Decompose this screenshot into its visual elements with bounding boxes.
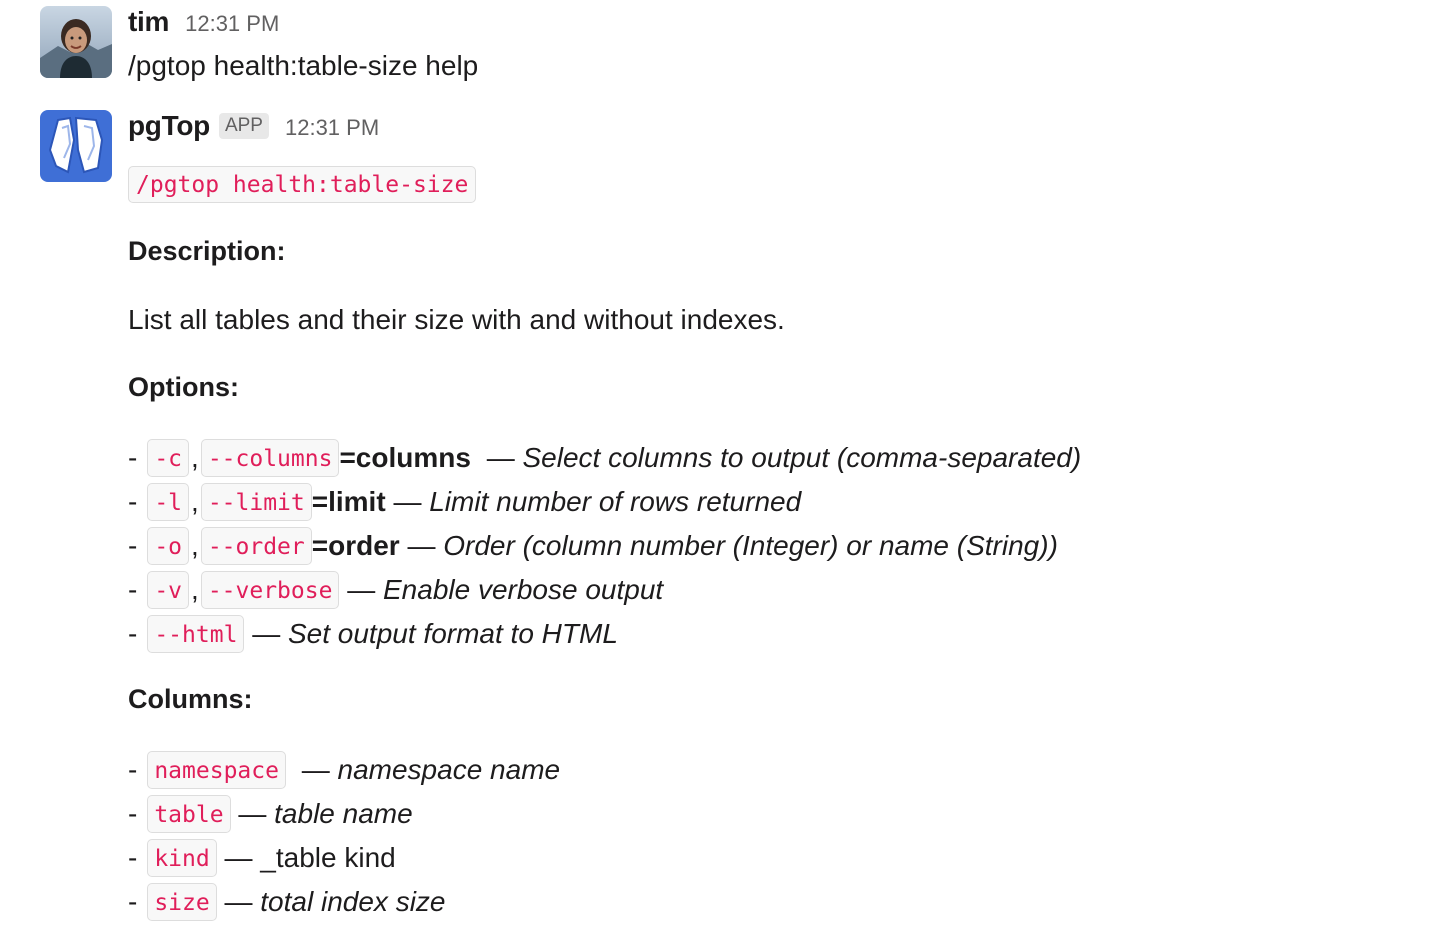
columns-title: Columns: [128, 684, 253, 714]
column-row-table: - table — table name [128, 794, 413, 834]
sender-name[interactable]: tim [128, 6, 170, 37]
column-name: table [147, 795, 230, 833]
user-avatar[interactable] [40, 6, 112, 78]
message-timestamp[interactable]: 12:31 PM [185, 11, 280, 36]
message-text: /pgtop health:table-size help [128, 50, 479, 81]
option-row-verbose: - -v , --verbose — Enable verbose output [128, 570, 663, 610]
description-title: Description: [128, 236, 286, 266]
option-desc: Set output format to HTML [287, 618, 618, 649]
option-arg: =columns [339, 442, 471, 473]
option-long: --columns [201, 439, 340, 477]
option-long: --limit [201, 483, 312, 521]
column-row-namespace: - namespace — namespace name [128, 750, 560, 790]
option-row-columns: - -c , --columns =columns — Select columns to output (comma-separated) [128, 438, 1081, 478]
options-title: Options: [128, 372, 239, 402]
column-desc: total index size [260, 886, 446, 917]
column-row-kind: - kind — _table kind [128, 838, 396, 878]
option-arg: =order [311, 530, 400, 561]
option-row-html: - --html — Set output format to HTML [128, 614, 618, 654]
option-long: --html [147, 615, 244, 653]
user-photo-avatar-icon [40, 6, 112, 78]
column-name: size [147, 883, 216, 921]
option-desc: Order (column number (Integer) or name (String)) [443, 530, 1058, 561]
option-long: --verbose [201, 571, 340, 609]
option-desc: Select columns to output (comma-separated) [522, 442, 1082, 473]
column-desc: _table kind [260, 842, 396, 873]
option-desc: Limit number of rows returned [429, 486, 802, 517]
pgtop-logo-avatar-icon [40, 110, 112, 182]
command-code: /pgtop health:table-size [128, 166, 476, 203]
option-short: -v [147, 571, 189, 609]
column-row-size: - size — total index size [128, 882, 446, 922]
column-name: kind [147, 839, 216, 877]
option-long: --order [201, 527, 312, 565]
option-arg: =limit [311, 486, 386, 517]
message-timestamp[interactable]: 12:31 PM [284, 115, 380, 140]
option-desc: Enable verbose output [383, 574, 664, 605]
column-desc: table name [274, 798, 413, 829]
column-name: namespace [147, 751, 286, 789]
app-badge: APP [219, 113, 269, 139]
column-desc: namespace name [337, 754, 561, 785]
sender-name[interactable]: pgTop [128, 110, 210, 141]
option-short: -c [147, 439, 189, 477]
option-row-limit: - -l , --limit =limit — Limit number of rows returned [128, 482, 801, 522]
option-short: -l [147, 483, 189, 521]
app-avatar[interactable] [40, 110, 112, 182]
option-row-order: - -o , --order =order — Order (column number (Integer) or name (String)) [128, 526, 1058, 566]
description-text: List all tables and their size with and without indexes. [128, 304, 785, 335]
option-short: -o [147, 527, 189, 565]
